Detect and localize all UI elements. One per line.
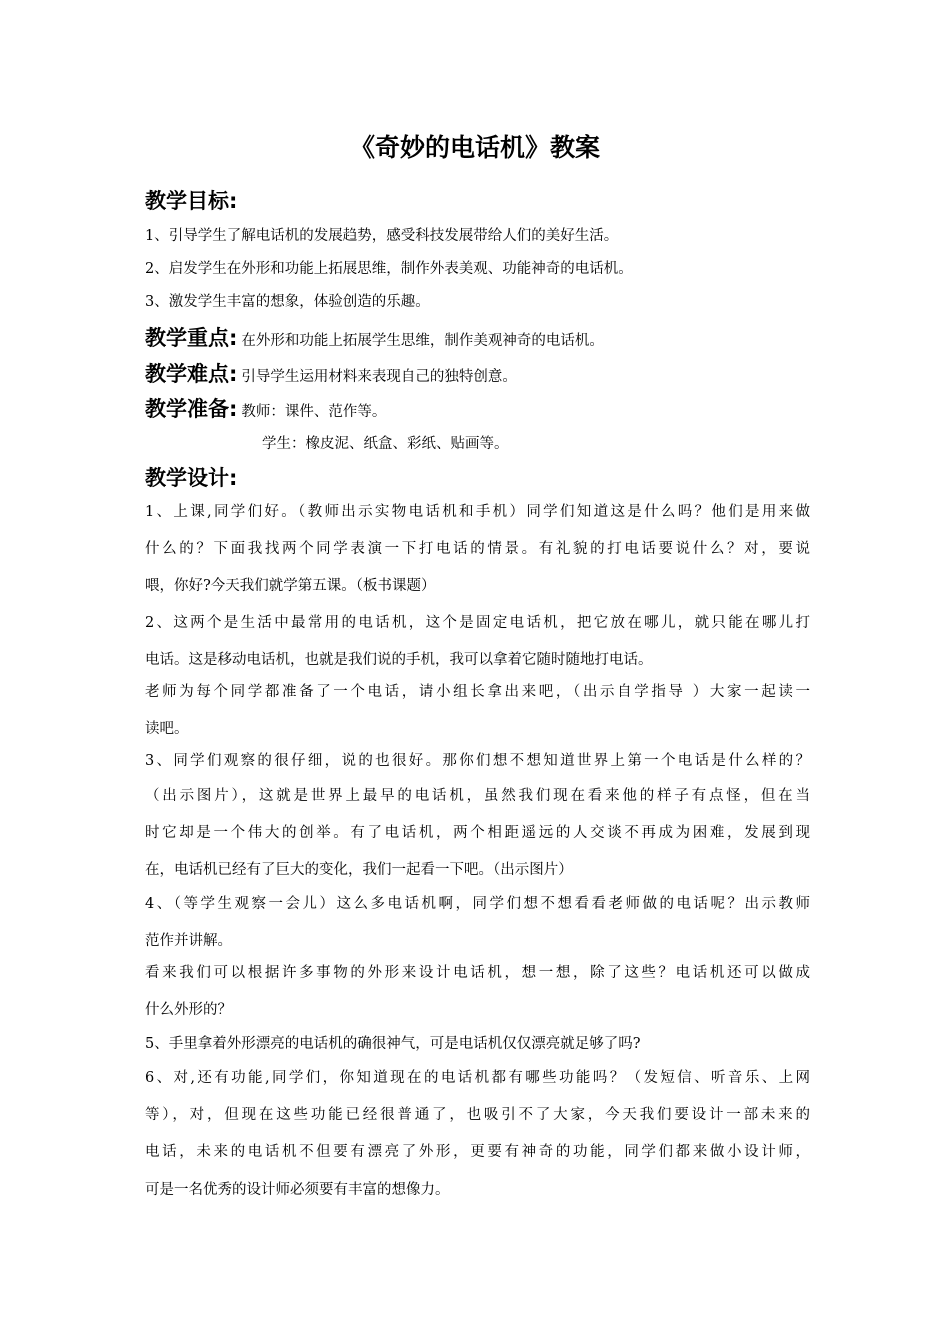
preparation-student: 学生：橡皮泥、纸盒、彩纸、贴画等。 (262, 436, 509, 452)
objective-item-3: 3、激发学生丰富的想象，体验创造的乐趣。 (145, 294, 430, 310)
design-line: 4、（等学生观察一会儿）这么多电话机啊，同学们想不想看看老师做的电话呢？出示教师 (145, 896, 810, 912)
design-line: 老师为每个同学都准备了一个电话，请小组长拿出来吧，（出示自学指导 ）大家一起读一 (145, 684, 810, 700)
focus-row (145, 324, 604, 355)
design-line: 读吧。 (145, 721, 189, 737)
objective-item-2: 2、启发学生在外形和功能上拓展思维，制作外表美观、功能神奇的电话机。 (145, 261, 633, 277)
design-line: 喂，你好?今天我们就学第五课。（板书课题） (145, 578, 436, 594)
design-line: 等），对，但现在这些功能已经很普通了，也吸引不了大家，今天我们要设计一部未来的 (145, 1107, 810, 1123)
design-line: 什么外形的？ (145, 1002, 232, 1018)
design-line: 1、上课,同学们好。（教师出示实物电话机和手机）同学们知道这是什么吗？他们是用来做 (145, 504, 810, 520)
difficulty-text: 引导学生运用材料来表现自己的独特创意。 (241, 369, 517, 385)
design-line: 看来我们可以根据许多事物的外形来设计电话机，想一想，除了这些？电话机还可以做成 (145, 965, 810, 981)
design-line: 3、同学们观察的很仔细，说的也很好。那你们想不想知道世界上第一个电话是什么样的？ (145, 753, 810, 769)
design-line: 电话。这是移动电话机，也就是我们说的手机，我可以拿着它随时随地打电话。 (145, 652, 653, 668)
difficulty-heading: 教学难点: (145, 362, 238, 386)
document-title: 《奇妙的电话机》教案 (349, 133, 600, 162)
design-line: 可是一名优秀的设计师必须要有丰富的想像力。 (145, 1182, 450, 1198)
objective-item-1: 1、引导学生了解电话机的发展趋势，感受科技发展带给人们的美好生活。 (145, 228, 619, 244)
design-line: 时它却是一个伟大的创举。有了电话机，两个相距遥远的人交谈不再成为困难，发展到现 (145, 825, 810, 841)
design-line: 什么的？下面我找两个同学表演一下打电话的情景。有礼貌的打电话要说什么？对，要说 (145, 541, 810, 557)
design-line: 5、手里拿着外形漂亮的电话机的确很神气，可是电话机仅仅漂亮就足够了吗? (145, 1036, 641, 1052)
focus-heading: 教学重点: (145, 326, 238, 350)
difficulty-row (145, 360, 517, 391)
design-line: 6、对,还有功能,同学们，你知道现在的电话机都有哪些功能吗？（发短信、听音乐、上网 (145, 1070, 810, 1086)
preparation-row (145, 395, 386, 426)
design-line: （出示图片），这就是世界上最早的电话机，虽然我们现在看来他的样子有点怪，但在当 (145, 788, 810, 804)
design-line: 电话，未来的电话机不但要有漂亮了外形，更要有神奇的功能，同学们都来做小设计师， (145, 1144, 810, 1160)
preparation-heading: 教学准备: (145, 397, 238, 421)
design-line: 在，电话机已经有了巨大的变化，我们一起看一下吧。（出示图片） (145, 862, 573, 878)
focus-text: 在外形和功能上拓展学生思维，制作美观神奇的电话机。 (241, 333, 604, 349)
objectives-heading: 教学目标: (145, 189, 238, 213)
design-heading: 教学设计: (145, 466, 238, 490)
preparation-teacher: 教师：课件、范作等。 (241, 404, 387, 420)
design-line: 范作并讲解。 (145, 933, 232, 949)
design-line: 2、这两个是生活中最常用的电话机，这个是固定电话机，把它放在哪儿，就只能在哪儿打 (145, 615, 810, 631)
